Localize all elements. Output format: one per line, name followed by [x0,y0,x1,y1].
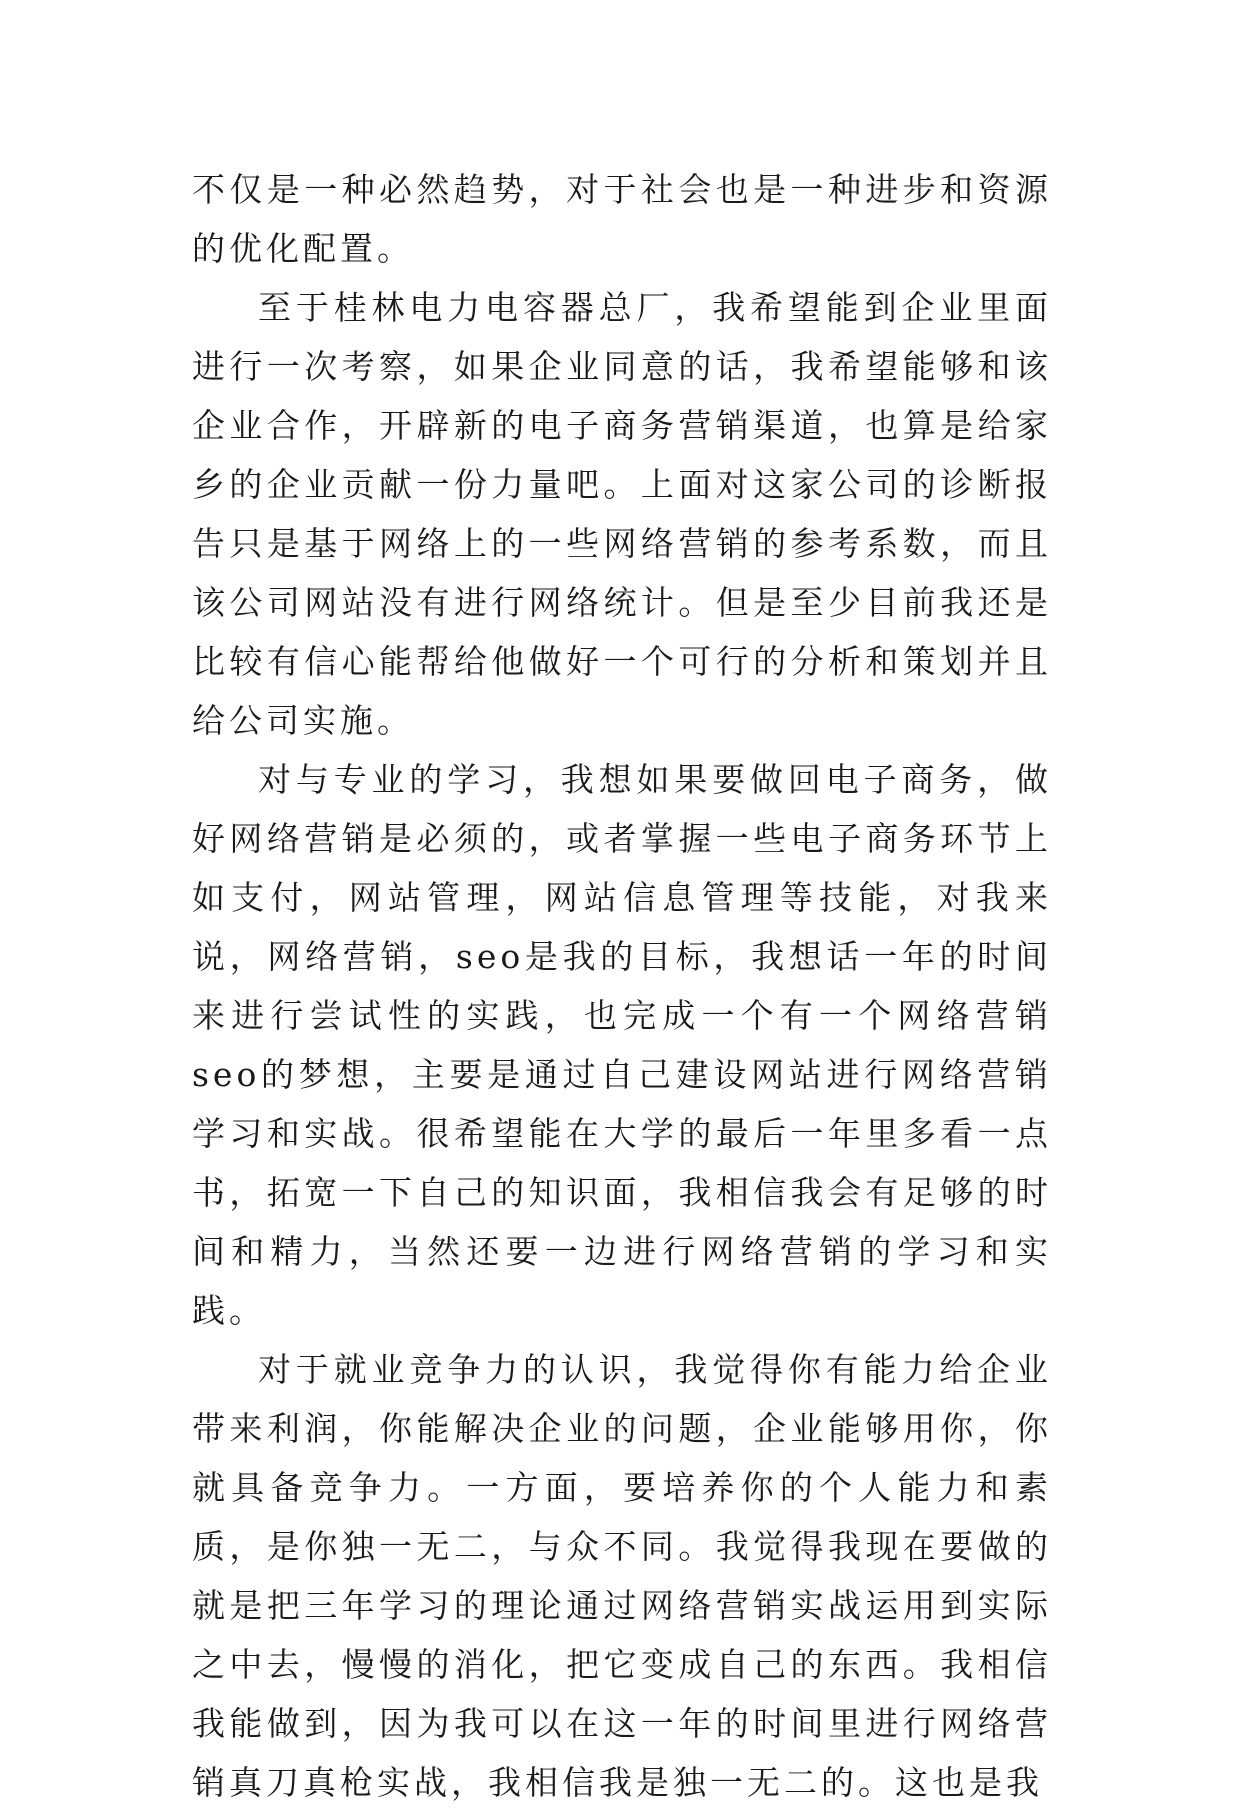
paragraph-2: 至于桂林电力电容器总厂，我希望能到企业里面进行一次考察，如果企业同意的话，我希望能够和该企业合作，开辟新的电子商务营销渠道，也算是给家乡的企业贡献一份力量吧。上面对这家公司的诊断报告只是基于网络上的一些网络营销的参考系数，而且该公司网站没有进行网络统计。但是至少目前我还是比较有信心能帮给他做好一个可行的分析和策划并且给公司实施。 [192,288,1052,740]
paragraph-1: 不仅是一种必然趋势，对于社会也是一种进步和资源的优化配置。 [192,170,1052,268]
body-text [192,160,1052,1812]
paragraph-4: 对于就业竞争力的认识，我觉得你有能力给企业带来利润，你能解决企业的问题，企业能够用你，你就具备竞争力。一方面，要培养你的个人能力和素质，是你独一无二，与众不同。我觉得我现在要做的就是把三年学习的理论通过网络营销实战运用到实际之中去，慢慢的消化，把它变成自己的东西。我相信我能做到，因为我可以在这一年的时间里进行网络营销真刀真枪实战，我相信我是独一无二的。这也是我 [192,1350,1052,1802]
paragraph-3: 对与专业的学习，我想如果要做回电子商务，做好网络营销是必须的，或者掌握一些电子商务环节上如支付，网站管理，网站信息管理等技能，对我来说，网络营销，seo是我的目标，我想话一年的时间来进行尝试性的实践，也完成一个有一个网络营销seo的梦想，主要是通过自己建设网站进行网络营销学习和实战。很希望能在大学的最后一年里多看一点书，拓宽一下自己的知识面，我相信我会有足够的时间和精力，当然还要一边进行网络营销的学习和实践。 [192,760,1052,1330]
